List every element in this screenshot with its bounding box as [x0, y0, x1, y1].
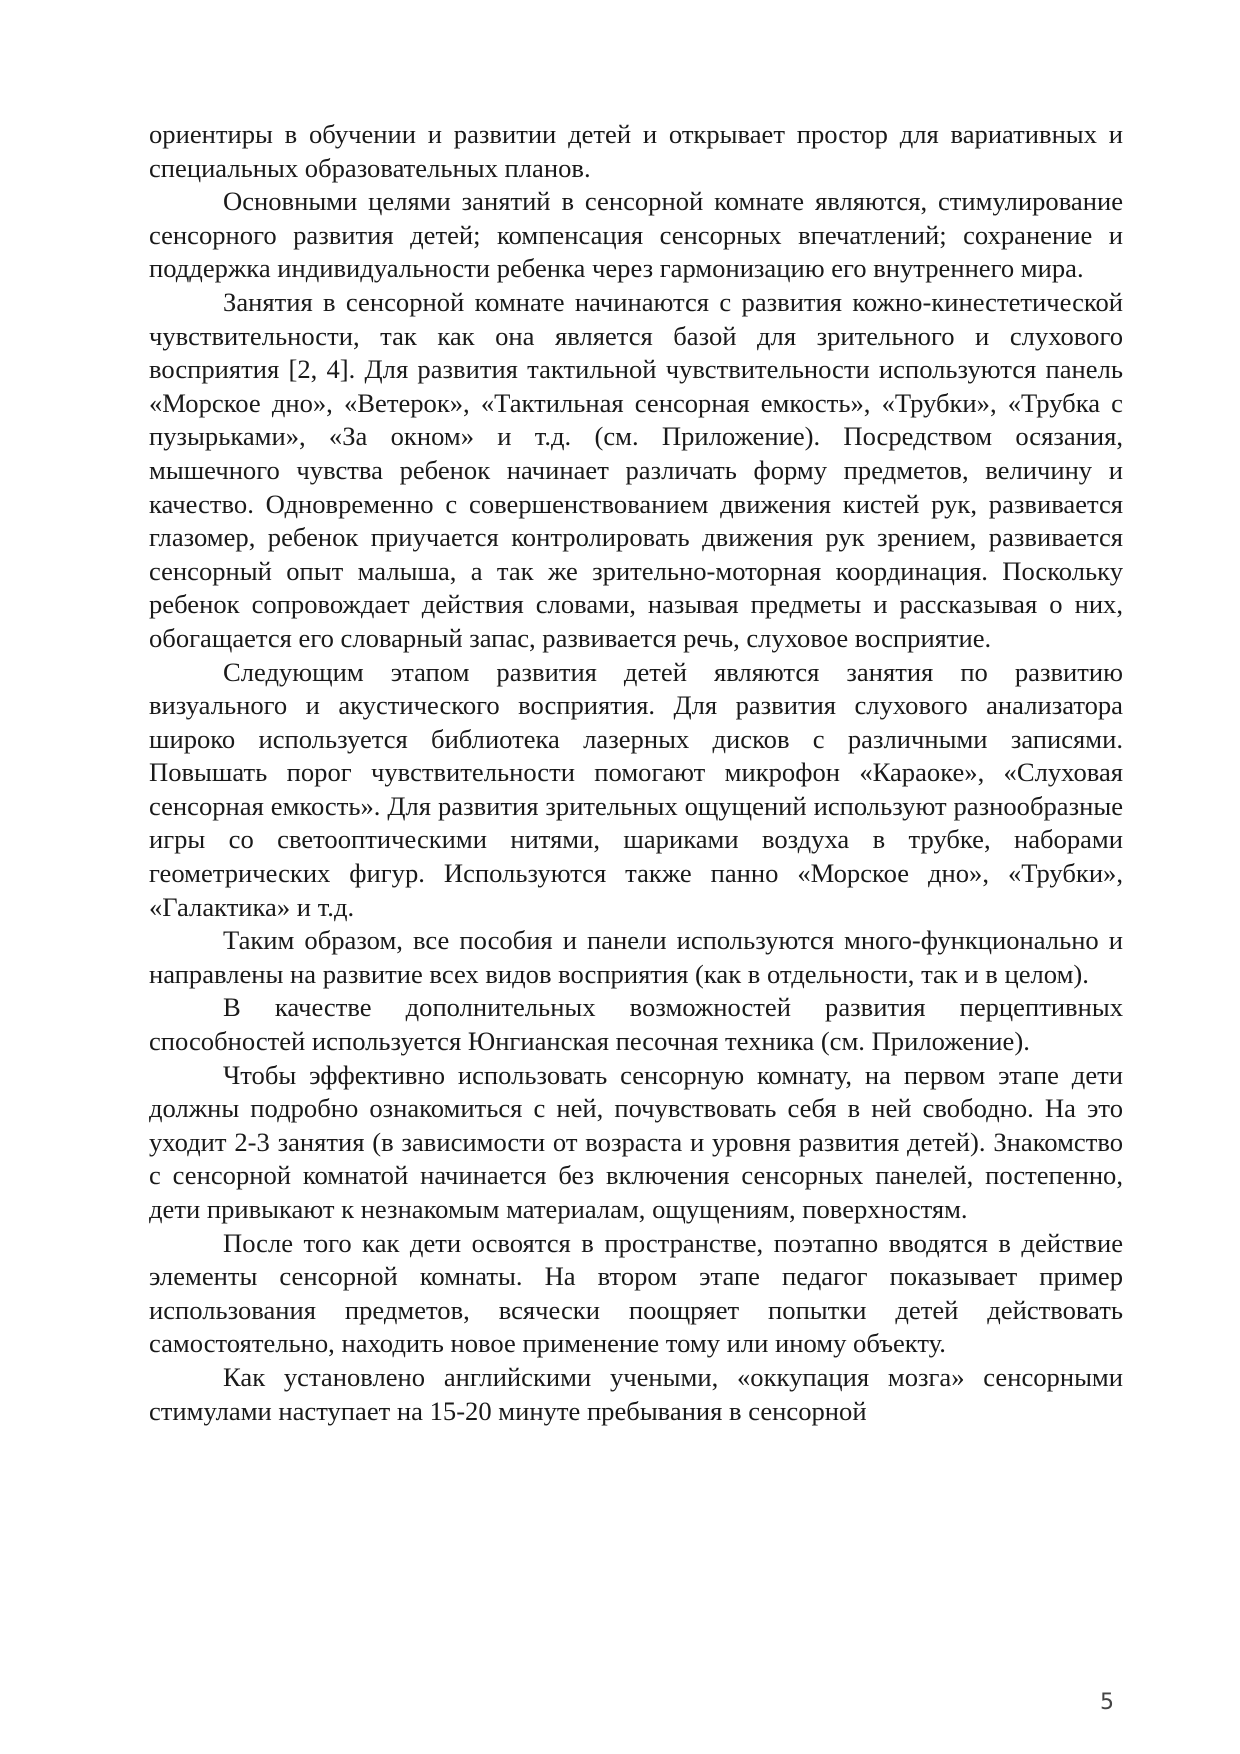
paragraph: После того как дети освоятся в пространстве, поэтапно вводятся в действие элементы сенсорной комнаты. На втором этапе педагог показывает пример использования предметов, всячески поощряет попытки детей действовать самостоятельно, находить новое применение тому или иному объекту. [149, 1227, 1123, 1359]
paragraph: Как установлено английскими учеными, «оккупация мозга» сенсорными стимулами наступает на 15-20 минуте пребывания в сенсорной [149, 1361, 1123, 1426]
paragraph: Основными целями занятий в сенсорной комнате являются, стимулирование сенсорного развития детей; компенсация сенсорных впечатлений; сохранение и поддержка индивидуальности ребенка через гармонизацию его внутреннего мира. [149, 186, 1123, 284]
paragraph: ориентиры в обучении и развитии детей и открывает простор для вариативных и специальных образовательных планов. [149, 119, 1123, 183]
paragraph: Чтобы эффективно использовать сенсорную комнату, на первом этапе дети должны подробно ознакомиться с ней, почувствовать себя в ней свободно. На это уходит 2-3 занятия (в зависимости от возраста и уровня развития детей). Знакомство с сенсорной комнатой начинается без включения сенсорных панелей, постепенно, дети привыкают к незнакомым материалам, ощущениям, поверхностям. [149, 1059, 1123, 1224]
page-number: 5 [1100, 1690, 1114, 1715]
paragraph: В качестве дополнительных возможностей развития перцептивных способностей используется Юнгианская песочная техника (см. Приложение). [149, 992, 1123, 1057]
paragraph: Следующим этапом развития детей являются занятия по развитию визуального и акустического восприятия. Для развития слухового анализатора широко используется библиотека лазерных дисков с различными записями. Повышать порог чувствительности помогают микрофон «Караоке», «Слуховая сенсорная емкость». Для развития зрительных ощущений используют разнообразные игры со светооптическими нитями, шариками воздуха в трубке, наборами геометрических фигур. Используются также панно «Морское дно», «Трубки», «Галактика» и т.д. [149, 656, 1123, 922]
paragraph: Занятия в сенсорной комнате начинаются с развития кожно-кинестетической чувствительности, так как она является базой для зрительного и слухового восприятия [2, 4]. Для развития тактильной чувствительности используются панель «Морское дно», «Ветерок», «Тактильная сенсорная емкость», «Трубки», «Трубка с пузырьками», «За окном» и т.д. (см. Приложение). Посредством осязания, мышечного чувства ребенок начинает различать форму предметов, величину и качество. Одновременно с совершенствованием движения кистей рук, развивается глазомер, ребенок приучается контролировать движения рук зрением, развивается сенсорный опыт малыша, а так же зрительно-моторная координация. Поскольку ребенок сопровождает действия словами, называя предметы и рассказывая о них, обогащается его словарный запас, развивается речь, слуховое восприятие. [149, 286, 1123, 653]
body-text [149, 118, 1123, 1428]
paragraph: Таким образом, все пособия и панели используются много-функционально и направлены на развитие всех видов восприятия (как в отдельности, так и в целом). [149, 925, 1123, 989]
